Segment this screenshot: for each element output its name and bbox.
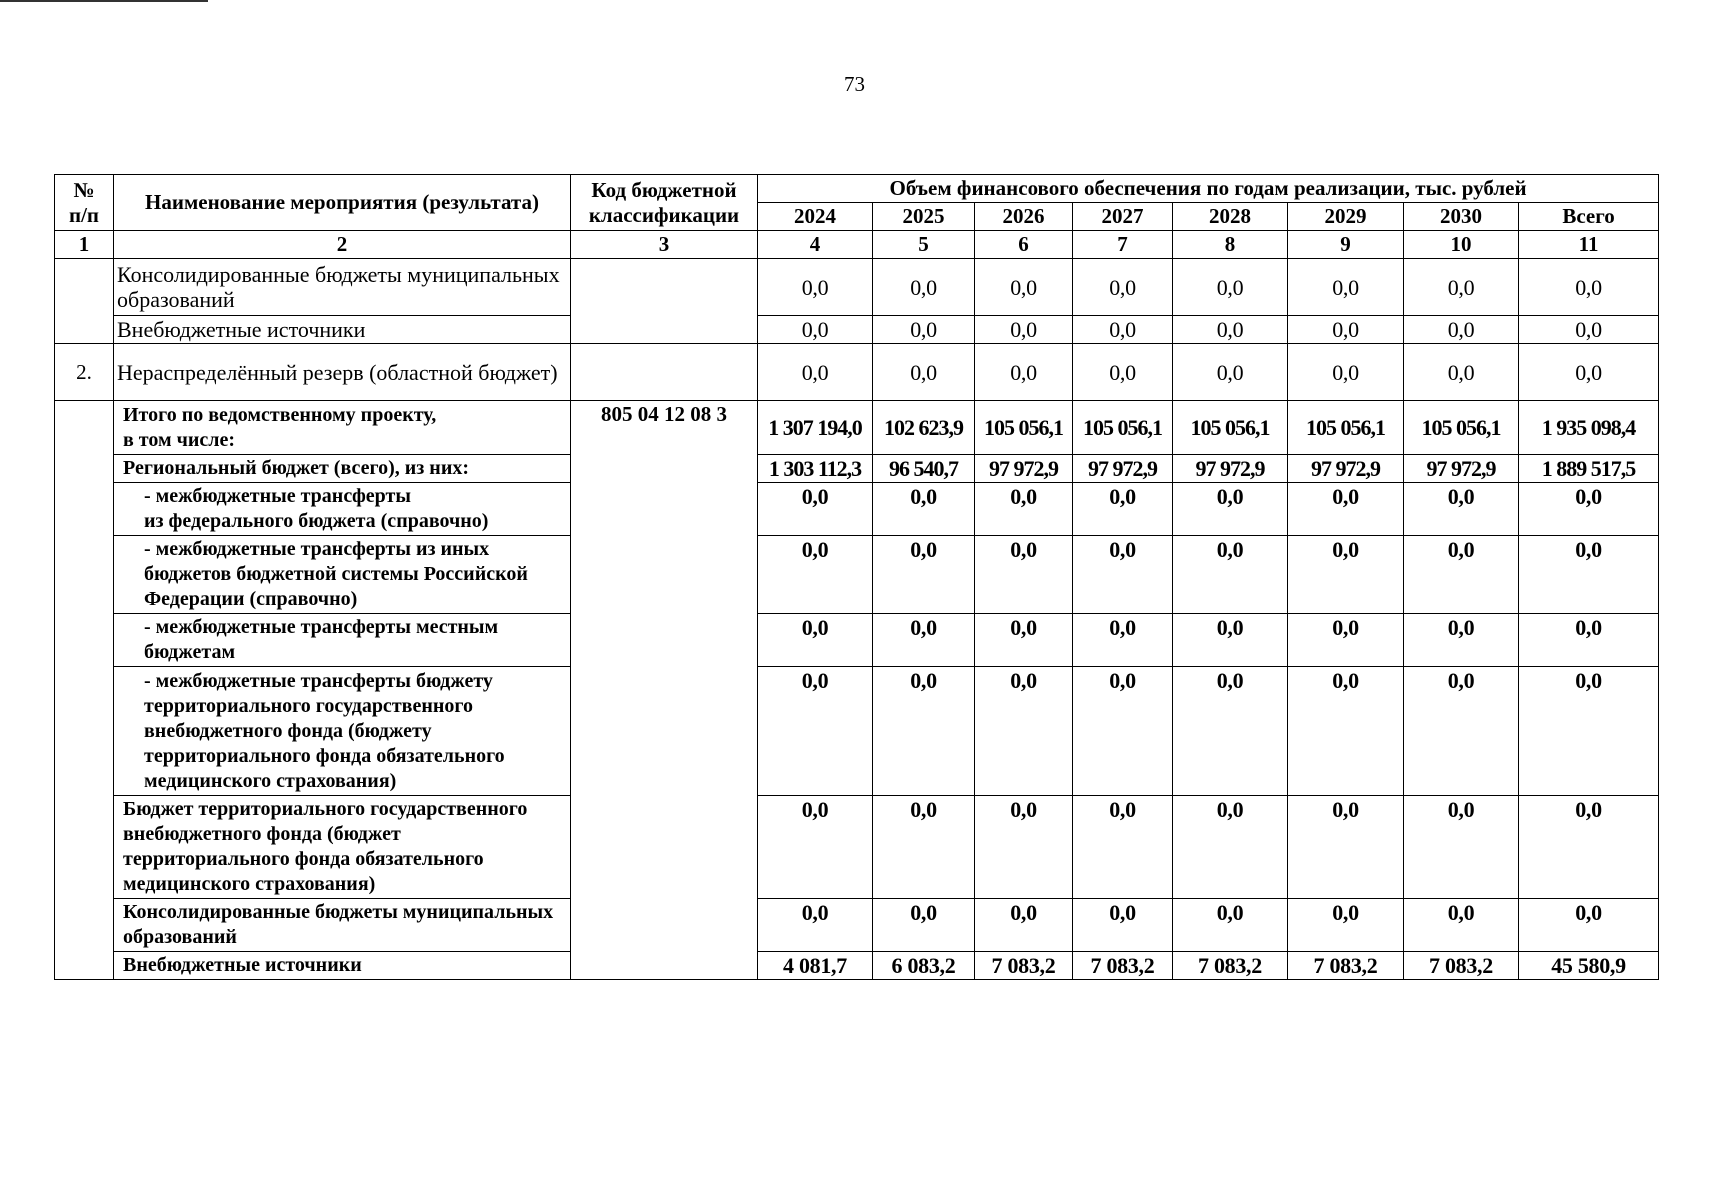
value-cell: 0,0 [1173, 483, 1288, 536]
value-cell: 7 083,2 [975, 952, 1073, 980]
header-row-col-numbers [55, 231, 1659, 259]
row-label: Внебюджетные источники [114, 316, 571, 344]
header-year: 2028 [1173, 203, 1288, 231]
table-row [55, 614, 1659, 667]
value-cell: 0,0 [758, 614, 873, 667]
value-cell: 97 972,9 [1288, 455, 1404, 483]
row-label: - межбюджетные трансферты местным бюджетам [114, 614, 571, 667]
header-year: 2027 [1073, 203, 1173, 231]
value-cell: 0,0 [975, 316, 1073, 344]
row-label: Консолидированные бюджеты муниципальных образований [114, 899, 571, 952]
value-cell: 0,0 [1519, 259, 1659, 316]
value-cell: 0,0 [1519, 667, 1659, 796]
value-cell: 0,0 [975, 796, 1073, 899]
value-cell: 0,0 [975, 667, 1073, 796]
value-cell: 0,0 [758, 899, 873, 952]
value-cell: 0,0 [1288, 667, 1404, 796]
row-label: Консолидированные бюджеты муниципальных образований [114, 259, 571, 316]
row-number [55, 401, 114, 980]
value-cell: 0,0 [1288, 259, 1404, 316]
value-cell: 105 056,1 [1404, 401, 1519, 455]
row-code: 805 04 12 08 3 [571, 401, 758, 980]
row-label: - межбюджетные трансферты бюджету территориального государственного внебюджетного фонда (бюджету территориального фонда обязательного медицинского страхования) [114, 667, 571, 796]
value-cell: 4 081,7 [758, 952, 873, 980]
row-label: Бюджет территориального государственного внебюджетного фонда (бюджет территориального фонда обязательного медицинского страхования) [114, 796, 571, 899]
value-cell: 7 083,2 [1173, 952, 1288, 980]
value-cell: 0,0 [873, 259, 975, 316]
value-cell: 0,0 [1173, 614, 1288, 667]
value-cell: 0,0 [975, 536, 1073, 614]
table-row [55, 536, 1659, 614]
value-cell: 0,0 [1288, 899, 1404, 952]
value-cell: 0,0 [1519, 899, 1659, 952]
table-row [55, 796, 1659, 899]
value-cell: 0,0 [1519, 316, 1659, 344]
value-cell: 7 083,2 [1404, 952, 1519, 980]
table-row [55, 483, 1659, 536]
value-cell: 105 056,1 [1173, 401, 1288, 455]
value-cell: 0,0 [1404, 536, 1519, 614]
value-cell: 1 889 517,5 [1519, 455, 1659, 483]
value-cell: 1 303 112,3 [758, 455, 873, 483]
value-cell: 0,0 [1073, 536, 1173, 614]
value-cell: 0,0 [1288, 316, 1404, 344]
value-cell: 0,0 [975, 259, 1073, 316]
value-cell: 0,0 [758, 259, 873, 316]
value-cell: 0,0 [1173, 259, 1288, 316]
value-cell: 0,0 [1073, 483, 1173, 536]
row-number [55, 259, 114, 344]
value-cell: 0,0 [1073, 316, 1173, 344]
col-number: 10 [1404, 231, 1519, 259]
value-cell: 0,0 [975, 614, 1073, 667]
col-number: 6 [975, 231, 1073, 259]
header-year: 2030 [1404, 203, 1519, 231]
value-cell: 0,0 [1173, 536, 1288, 614]
value-cell: 7 083,2 [1288, 952, 1404, 980]
value-cell: 0,0 [1519, 796, 1659, 899]
header-year: 2029 [1288, 203, 1404, 231]
value-cell: 0,0 [1173, 796, 1288, 899]
col-number: 2 [114, 231, 571, 259]
value-cell: 0,0 [1073, 796, 1173, 899]
header-year: 2024 [758, 203, 873, 231]
header-total: Всего [1519, 203, 1659, 231]
col-number: 11 [1519, 231, 1659, 259]
value-cell: 102 623,9 [873, 401, 975, 455]
value-cell: 0,0 [1519, 483, 1659, 536]
value-cell: 0,0 [758, 483, 873, 536]
value-cell: 0,0 [873, 344, 975, 401]
value-cell: 0,0 [1288, 344, 1404, 401]
value-cell: 0,0 [1519, 536, 1659, 614]
value-cell: 105 056,1 [975, 401, 1073, 455]
table-row [55, 316, 1659, 344]
col-number: 4 [758, 231, 873, 259]
value-cell: 0,0 [758, 796, 873, 899]
value-cell: 0,0 [1288, 614, 1404, 667]
value-cell: 0,0 [975, 483, 1073, 536]
col-number: 7 [1073, 231, 1173, 259]
value-cell: 0,0 [873, 483, 975, 536]
value-cell: 0,0 [873, 614, 975, 667]
value-cell: 0,0 [873, 316, 975, 344]
value-cell: 97 972,9 [975, 455, 1073, 483]
value-cell: 0,0 [758, 667, 873, 796]
value-cell: 0,0 [873, 536, 975, 614]
table-row [55, 952, 1659, 980]
value-cell: 0,0 [1404, 796, 1519, 899]
value-cell: 0,0 [1288, 483, 1404, 536]
value-cell: 0,0 [1073, 899, 1173, 952]
row-label: - межбюджетные трансферты из иных бюджетов бюджетной системы Российской Федерации (справочно) [114, 536, 571, 614]
row-number: 2. [55, 344, 114, 401]
value-cell: 0,0 [1073, 614, 1173, 667]
row-code [571, 344, 758, 401]
value-cell: 0,0 [1404, 344, 1519, 401]
header-financing-group: Объем финансового обеспечения по годам реализации, тыс. рублей [758, 175, 1659, 203]
value-cell: 0,0 [1404, 614, 1519, 667]
value-cell: 0,0 [1519, 344, 1659, 401]
value-cell: 0,0 [975, 344, 1073, 401]
row-label: Региональный бюджет (всего), из них: [114, 455, 571, 483]
value-cell: 0,0 [1173, 316, 1288, 344]
value-cell: 97 972,9 [1073, 455, 1173, 483]
value-cell: 0,0 [758, 536, 873, 614]
value-cell: 0,0 [975, 899, 1073, 952]
value-cell: 0,0 [873, 667, 975, 796]
scan-edge-line [0, 0, 208, 2]
value-cell: 0,0 [1073, 259, 1173, 316]
col-number: 9 [1288, 231, 1404, 259]
col-number: 5 [873, 231, 975, 259]
value-cell: 0,0 [1173, 667, 1288, 796]
table-row [55, 455, 1659, 483]
row-code [571, 259, 758, 344]
header-year: 2025 [873, 203, 975, 231]
value-cell: 6 083,2 [873, 952, 975, 980]
value-cell: 0,0 [873, 796, 975, 899]
value-cell: 0,0 [1288, 536, 1404, 614]
value-cell: 0,0 [1173, 899, 1288, 952]
value-cell: 1 935 098,4 [1519, 401, 1659, 455]
value-cell: 0,0 [1404, 483, 1519, 536]
table-row-total [55, 401, 1659, 455]
value-cell: 0,0 [1404, 259, 1519, 316]
col-number: 1 [55, 231, 114, 259]
value-cell: 45 580,9 [1519, 952, 1659, 980]
row-label: - межбюджетные трансферты из федерального бюджета (справочно) [114, 483, 571, 536]
value-cell: 105 056,1 [1288, 401, 1404, 455]
value-cell: 96 540,7 [873, 455, 975, 483]
value-cell: 0,0 [873, 899, 975, 952]
value-cell: 0,0 [758, 344, 873, 401]
value-cell: 0,0 [758, 316, 873, 344]
row-label: Нераспределённый резерв (областной бюджет) [114, 344, 571, 401]
value-cell: 0,0 [1404, 899, 1519, 952]
col-number: 3 [571, 231, 758, 259]
value-cell: 0,0 [1404, 316, 1519, 344]
page-number: 73 [844, 72, 865, 96]
value-cell: 7 083,2 [1073, 952, 1173, 980]
table-row [55, 899, 1659, 952]
row-label: Итого по ведомственному проекту, в том числе: [114, 401, 571, 455]
header-no: № п/п [55, 175, 114, 231]
value-cell: 1 307 194,0 [758, 401, 873, 455]
header-name: Наименование мероприятия (результата) [114, 175, 571, 231]
financing-table [54, 174, 1659, 980]
value-cell: 0,0 [1288, 796, 1404, 899]
header-code: Код бюджетной классификации [571, 175, 758, 231]
table-row [55, 667, 1659, 796]
value-cell: 0,0 [1073, 667, 1173, 796]
row-label: Внебюджетные источники [114, 952, 571, 980]
header-year: 2026 [975, 203, 1073, 231]
table-row [55, 259, 1659, 316]
value-cell: 97 972,9 [1173, 455, 1288, 483]
value-cell: 0,0 [1519, 614, 1659, 667]
value-cell: 0,0 [1404, 667, 1519, 796]
table-row [55, 344, 1659, 401]
value-cell: 0,0 [1173, 344, 1288, 401]
value-cell: 97 972,9 [1404, 455, 1519, 483]
col-number: 8 [1173, 231, 1288, 259]
header-row-1 [55, 175, 1659, 203]
value-cell: 0,0 [1073, 344, 1173, 401]
value-cell: 105 056,1 [1073, 401, 1173, 455]
